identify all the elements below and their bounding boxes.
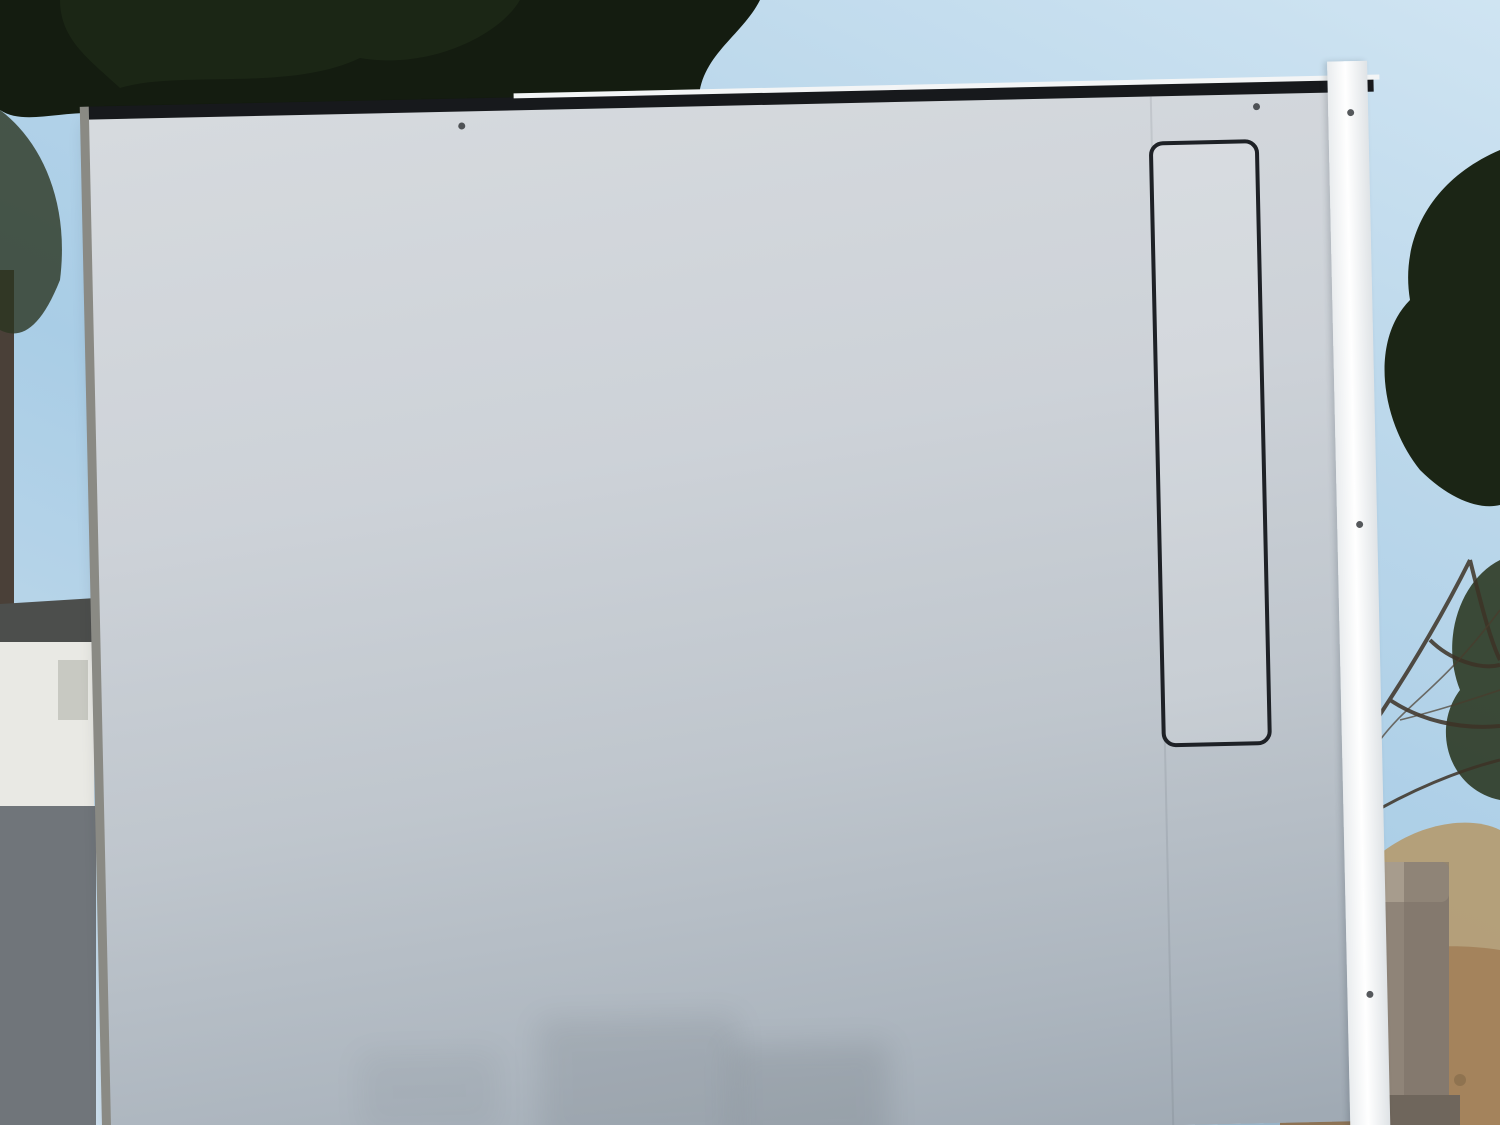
screw	[458, 122, 465, 129]
screw	[1356, 521, 1363, 528]
tree-left-mid	[0, 110, 62, 333]
signboard	[88, 91, 1364, 1125]
building	[0, 598, 100, 810]
tree-right	[1385, 150, 1500, 506]
shaded-ground-left	[0, 806, 96, 1125]
title-box	[1149, 139, 1272, 747]
gravel-stone	[1454, 1074, 1466, 1086]
screw	[1366, 991, 1373, 998]
footer-notes	[1133, 136, 1152, 998]
screw	[1253, 103, 1260, 110]
kannon-list	[1133, 150, 1148, 838]
board-content	[105, 133, 1298, 1125]
intro	[1133, 138, 1150, 930]
tree-right-lower	[1446, 560, 1500, 800]
